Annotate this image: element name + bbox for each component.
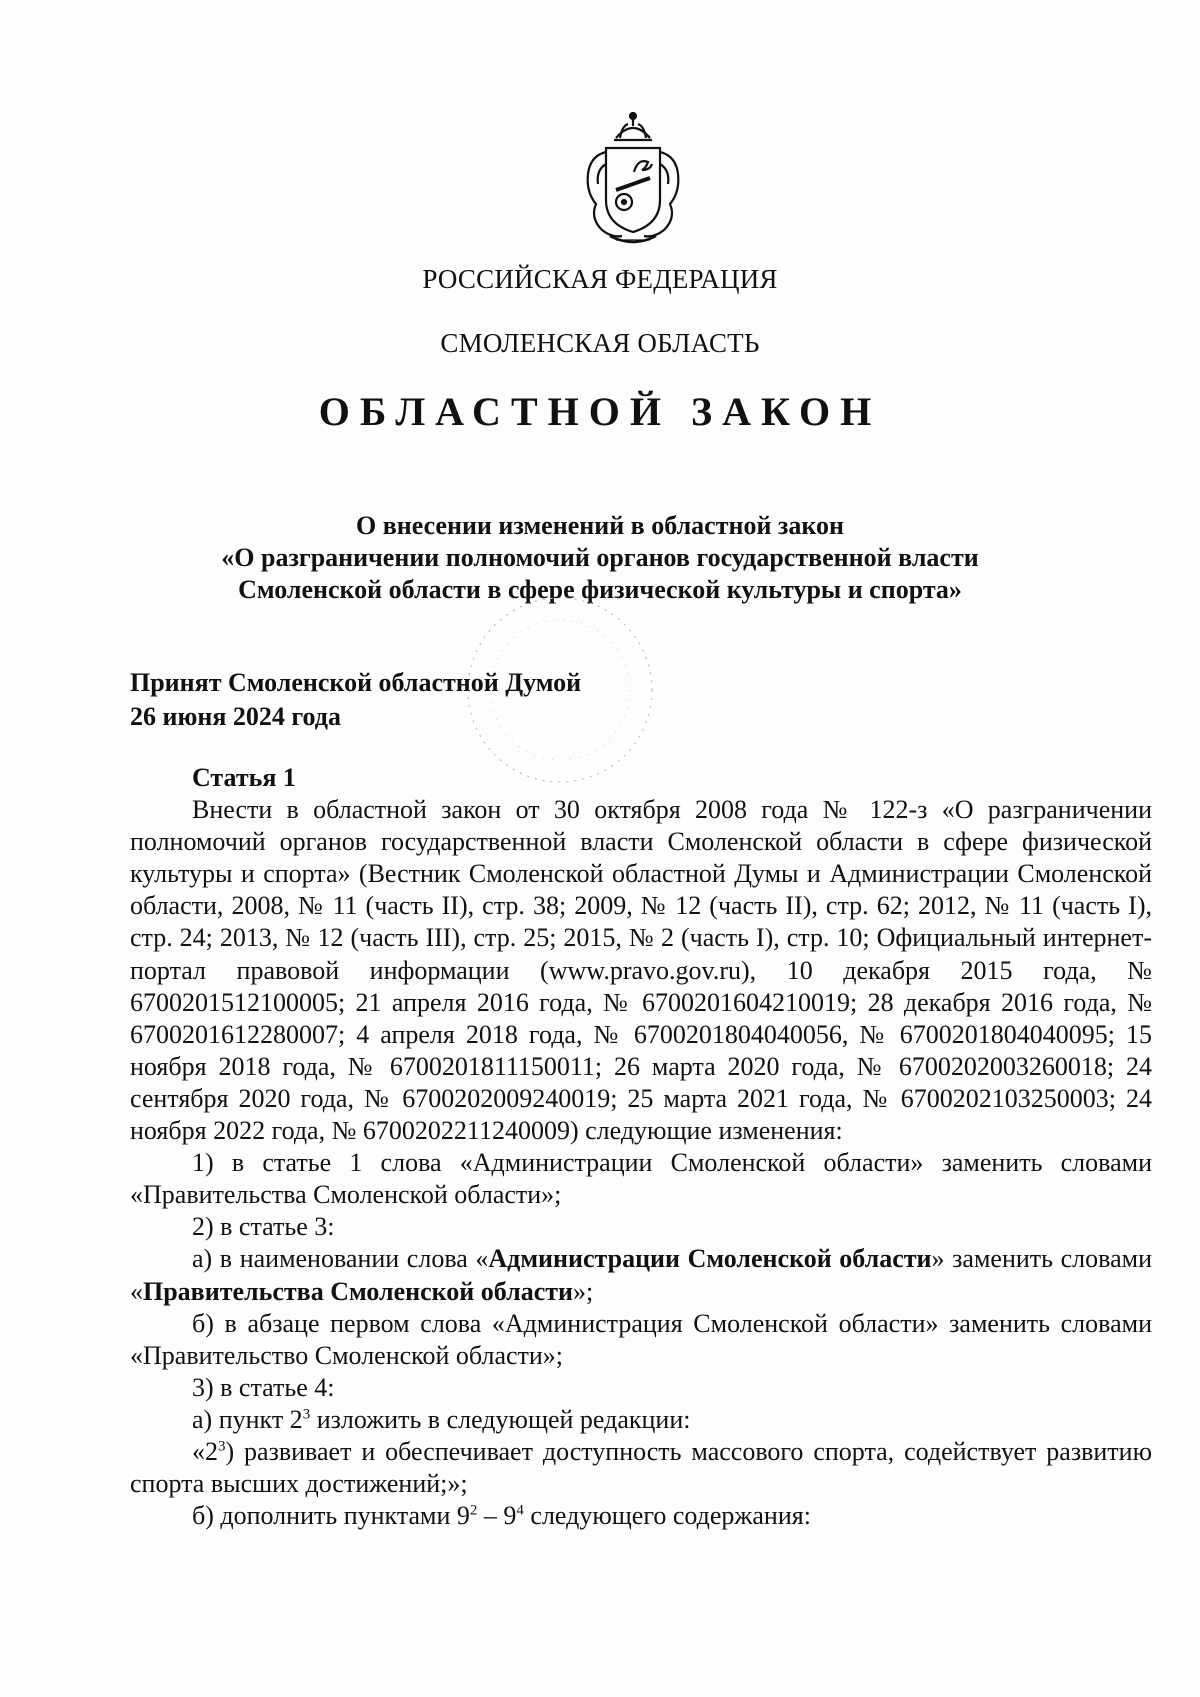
country-heading: РОССИЙСКАЯ ФЕДЕРАЦИЯ bbox=[422, 264, 778, 294]
text-segment: ) развивает и обеспечивает доступность массового спорта, содействует развитию спорта высших достижений;»; bbox=[130, 1436, 1152, 1499]
text-segment: а) пункт 2 bbox=[192, 1404, 303, 1434]
text-segment: «2 bbox=[192, 1436, 218, 1466]
amendment-item-2b: б) в абзаце первом слова «Администрация Смоленской области» заменить словами «Правительство Смоленской области»; bbox=[130, 1308, 1152, 1370]
text-segment: следующего содержания: bbox=[523, 1501, 811, 1531]
subject-line: «О разграничении полномочий органов государственной власти bbox=[221, 543, 979, 572]
bold-segment: Правительства Смоленской области bbox=[143, 1276, 574, 1306]
text-segment: а) в наименовании слова « bbox=[192, 1244, 489, 1274]
adoption-line: Принят Смоленской областной Думой bbox=[130, 668, 582, 697]
amendment-item-2: 2) в статье 3: bbox=[192, 1212, 335, 1242]
region-heading: СМОЛЕНСКАЯ ОБЛАСТЬ bbox=[440, 328, 760, 358]
article-body bbox=[130, 762, 1152, 1532]
text-segment: изложить в следующей редакции: bbox=[310, 1404, 691, 1434]
text-segment: б) дополнить пунктами 9 bbox=[192, 1501, 470, 1531]
superscript: 4 bbox=[516, 1502, 524, 1519]
adoption-date: 26 июня 2024 года bbox=[130, 702, 341, 731]
adoption-note bbox=[130, 666, 581, 734]
smolensk-coat-of-arms-icon bbox=[572, 108, 694, 254]
superscript: 3 bbox=[218, 1438, 226, 1455]
document-type-title: ОБЛАСТНОЙ ЗАКОН bbox=[318, 389, 882, 434]
superscript: 3 bbox=[302, 1406, 311, 1423]
superscript: 2 bbox=[469, 1502, 478, 1519]
bold-segment: Администрации Смоленской области bbox=[488, 1244, 932, 1274]
amendment-item-3a bbox=[130, 1404, 1152, 1436]
text-segment: » заменить словами « bbox=[130, 1244, 1152, 1306]
amendment-item-3: 3) в статье 4: bbox=[192, 1372, 335, 1402]
subject-line: О внесении изменений в областной закон bbox=[355, 511, 845, 540]
text-segment: – 9 bbox=[477, 1501, 517, 1531]
quoted-new-wording bbox=[130, 1436, 1152, 1500]
article-heading: Статья 1 bbox=[192, 763, 296, 792]
law-subject bbox=[0, 510, 1200, 606]
amendment-item-3b bbox=[130, 1500, 1152, 1532]
subject-line: Смоленской области в сфере физической культуры и спорта» bbox=[238, 575, 962, 604]
amendment-item-1: 1) в статье 1 слова «Администрации Смоленской области» заменить словами «Правительства Смоленской области»; bbox=[130, 1148, 1152, 1210]
amendment-item-2a bbox=[130, 1243, 1152, 1307]
text-segment: »; bbox=[573, 1276, 594, 1306]
article-intro-paragraph: Внести в областной закон от 30 октября 2008 года № 122-з «О разграничении полномочий органов государственной власти Смоленской области в сфере физической культуры и спорта» (Вестник Смоленской областной Думы и Администрации Смоленской области, 2008, № 11 (часть II), стр. 38; 2009, № 12 (часть II), стр. 62; 2012, № 11 (часть I), стр. 24; 2013, № 12 (часть III), стр. 25; 2015, № 2 (часть I), стр. 10; Официальный интернет-портал правовой информации (www.pravo.gov.ru), 10 декабря 2015 года, № 6700201512100005; 21 апреля 2016 года, № 6700201604210019; 28 декабря 2016 года, № 6700201612280007; 4 апреля 2018 года, № 6700201804040056, № 6700201804040095; 15 ноября 2018 года, № 6700201811150011; 26 марта 2020 года, № 6700202003260018; 24 сентября 2020 года, № 6700202009240019; 25 марта 2021 года, № 6700202103250003; 24 ноября 2022 года, № 6700202211240009) следующие изменения: bbox=[130, 795, 1152, 1146]
